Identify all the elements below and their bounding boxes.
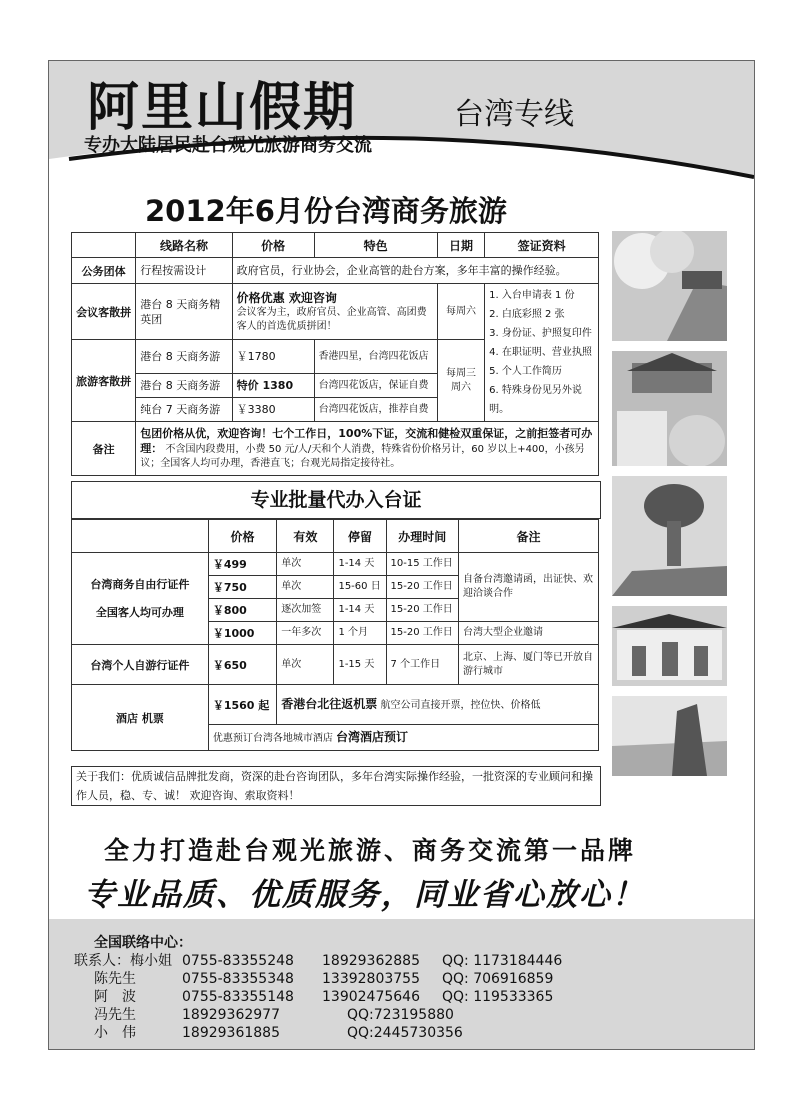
contact-qq: QQ: 119533365 — [442, 989, 554, 1005]
slogan-secondary: 专业品质、优质服务，同业省心放心！ — [84, 877, 645, 913]
visa-stay: 1-14 天 — [334, 599, 386, 622]
contact-footer — [49, 919, 754, 1049]
tour-route: 纯台 7 天商务游 — [136, 398, 232, 422]
contact-row — [94, 1022, 463, 1042]
contact-tel: 0755-83355348 — [182, 971, 294, 987]
contact-mobile: 13902475646 — [322, 989, 420, 1005]
tour-date: 每周三周六 — [437, 340, 484, 422]
visa-stay: 1-14 天 — [334, 553, 386, 576]
contact-qq: QQ: 1173184446 — [442, 953, 563, 969]
meeting-cell — [232, 284, 437, 340]
col-visa: 签证资料 — [485, 233, 599, 258]
brand-title: 阿里山假期 — [87, 77, 358, 138]
main-title: 2012年6月份台湾商务旅游 — [145, 194, 507, 228]
meeting-route: 港台 8 天商务精英团 — [136, 284, 232, 340]
contact-qq: QQ:723195880 — [347, 1007, 454, 1023]
photo-cherry-blossom-train — [612, 231, 727, 341]
contact-name: 冯先生 — [94, 1007, 136, 1023]
meeting-feature: 会议客为主，政府官员、企业高管、高团费客人的首选优质拼团！ — [236, 307, 427, 332]
brand-tagline: 专办大陆居民赴台观光旅游商务交流 — [84, 135, 372, 156]
remarks-text: 不含国内段费用，小费 50 元/人/天和个人消费，特殊省份价格另计，60 岁以上+400，小孩另议；全国客人均可办理，香港直飞；台观光局指定接待社。 — [140, 443, 585, 469]
tour-price: 特价 1380 — [232, 374, 314, 398]
visa-stay: 1 个月 — [334, 622, 386, 645]
visa-docs — [485, 284, 599, 422]
col-route: 线路名称 — [136, 233, 232, 258]
photo-memorial-hall-lion — [612, 351, 727, 466]
visa-table-header — [72, 520, 599, 553]
personal-label: 台湾个人自游行证件 — [72, 645, 209, 685]
contact-name: 联系人：梅小姐 — [74, 953, 172, 969]
gov-desc: 政府官员，行业协会，企业高管的赴台方案，多年丰富的操作经验。 — [232, 258, 598, 284]
visa-valid: 单次 — [277, 553, 334, 576]
visa-time: 15-20 工作日 — [386, 599, 459, 622]
tour-feature: 台湾四花饭店，保证自费 — [314, 374, 437, 398]
visa-stay: 1-15 天 — [334, 645, 386, 685]
contact-row — [74, 950, 563, 970]
table-row — [72, 422, 599, 476]
table-row — [72, 553, 599, 576]
table-row — [72, 258, 599, 284]
free-label: 台湾商务自由行证件 — [90, 577, 190, 591]
photo-column — [612, 231, 727, 786]
tour-feature: 台湾四花饭店，推荐自费 — [314, 398, 437, 422]
visa-stay: 15-60 日 — [334, 576, 386, 599]
photo-queens-head-rock — [612, 476, 727, 596]
contact-row — [94, 968, 553, 988]
contact-qq: QQ: 706916859 — [442, 971, 554, 987]
free-label-cell — [72, 553, 209, 645]
contact-name: 阿 波 — [94, 989, 136, 1005]
ticket-price: ￥1560 起 — [208, 685, 276, 725]
contact-center-label: 全国联络中心： — [94, 935, 192, 951]
col-price: 价格 — [232, 233, 314, 258]
visa-price: ￥800 — [208, 599, 276, 622]
remarks-bold: 包团价格从优，欢迎咨询！七个工作日，100%下证，交流和健检双重保证，之前拒签者可办理： — [140, 426, 593, 455]
personal-note: 北京、上海、厦门等已开放自游行城市 — [459, 645, 599, 685]
contact-tel: 18929362977 — [182, 1007, 280, 1023]
contact-name: 陈先生 — [94, 971, 136, 987]
photo-coastal-monument — [612, 696, 727, 776]
hotel-cell — [208, 725, 598, 751]
contact-tel: 18929361885 — [182, 1025, 280, 1041]
ticket-bold: 香港台北往返机票 — [281, 696, 378, 711]
visa-time: 15-20 工作日 — [386, 576, 459, 599]
about-us: 关于我们：优质诚信品牌批发商，资深的赴台咨询团队，多年台湾实际操作经验，一批资深的专业顾问和操作人员，稳、专、诚！ 欢迎咨询、索取资料！ — [71, 766, 601, 806]
hotel-label: 酒店 机票 — [72, 685, 209, 751]
col-time: 办理时间 — [386, 520, 459, 553]
visa-valid: 单次 — [277, 576, 334, 599]
meeting-price: 价格优惠 欢迎咨询 — [236, 291, 337, 305]
ticket-text: 航空公司直接开票，控位快、价格低 — [380, 699, 541, 711]
col-note: 备注 — [459, 520, 599, 553]
tour-feature: 香港四星，台湾四花饭店 — [314, 340, 437, 374]
visa-price: ￥750 — [208, 576, 276, 599]
meeting-date: 每周六 — [437, 284, 484, 340]
visa-note-b: 台湾大型企业邀请 — [459, 622, 599, 645]
tour-route: 港台 8 天商务游 — [136, 374, 232, 398]
hotel-bold: 台湾酒店预订 — [336, 729, 409, 744]
table-row — [72, 284, 599, 340]
ticket-cell — [277, 685, 599, 725]
col-valid: 有效 — [277, 520, 334, 553]
contact-row — [94, 986, 553, 1006]
contact-mobile: 13392803755 — [322, 971, 420, 987]
section-title-visa: 专业批量代办入台证 — [71, 481, 601, 519]
contact-qq: QQ:2445730356 — [347, 1025, 463, 1041]
visa-item: 2. 白底彩照 2 张 — [489, 309, 565, 320]
visa-item: 4. 在职证明、营业执照 — [489, 347, 592, 358]
slogan-primary: 全力打造赴台观光旅游、商务交流第一品牌 — [104, 836, 637, 865]
visa-valid: 一年多次 — [277, 622, 334, 645]
tour-table — [71, 232, 599, 476]
tour-price: ￥1780 — [232, 340, 314, 374]
tour-price: ￥3380 — [232, 398, 314, 422]
visa-time: 7 个工作日 — [386, 645, 459, 685]
meeting-label: 会议客散拼 — [72, 284, 136, 340]
visa-price: ￥650 — [208, 645, 276, 685]
visa-price: ￥1000 — [208, 622, 276, 645]
gov-route: 行程按需设计 — [136, 258, 232, 284]
visa-item: 1. 入台申请表 1 份 — [489, 290, 575, 301]
photo-liberty-square-gate — [612, 606, 727, 686]
flyer-page — [48, 60, 755, 1050]
visa-item: 5. 个人工作简历 — [489, 366, 562, 377]
visa-item: 3. 身份证、护照复印件 — [489, 328, 592, 339]
col-stay: 停留 — [334, 520, 386, 553]
col-feature: 特色 — [314, 233, 437, 258]
table-row — [72, 685, 599, 725]
contact-tel: 0755-83355248 — [182, 953, 294, 969]
remarks-cell — [136, 422, 599, 476]
gov-label: 公务团体 — [72, 258, 136, 284]
visa-price: ￥499 — [208, 553, 276, 576]
visa-valid: 单次 — [277, 645, 334, 685]
contact-mobile: 18929362885 — [322, 953, 420, 969]
tour-label: 旅游客散拼 — [72, 340, 136, 422]
contact-name: 小 伟 — [94, 1025, 136, 1041]
col-date: 日期 — [437, 233, 484, 258]
remarks-label: 备注 — [72, 422, 136, 476]
tour-route: 港台 8 天商务游 — [136, 340, 232, 374]
visa-table — [71, 519, 599, 751]
table-row — [72, 645, 599, 685]
hotel-text: 优惠预订台湾各地城市酒店 — [212, 732, 333, 744]
visa-valid: 逐次加签 — [277, 599, 334, 622]
brand-subtitle: 台湾专线 — [454, 97, 574, 132]
tour-table-header — [72, 233, 599, 258]
free-sublabel: 全国客人均可办理 — [95, 605, 184, 619]
contact-tel: 0755-83355148 — [182, 989, 294, 1005]
visa-time: 15-20 工作日 — [386, 622, 459, 645]
visa-item: 6. 特殊身份见另外说明。 — [489, 385, 582, 415]
visa-time: 10-15 工作日 — [386, 553, 459, 576]
col-price: 价格 — [208, 520, 276, 553]
visa-note-a: 自备台湾邀请函，出证快、欢迎洽谈合作 — [459, 553, 599, 622]
header-banner — [49, 61, 754, 186]
contact-row — [94, 1004, 454, 1024]
